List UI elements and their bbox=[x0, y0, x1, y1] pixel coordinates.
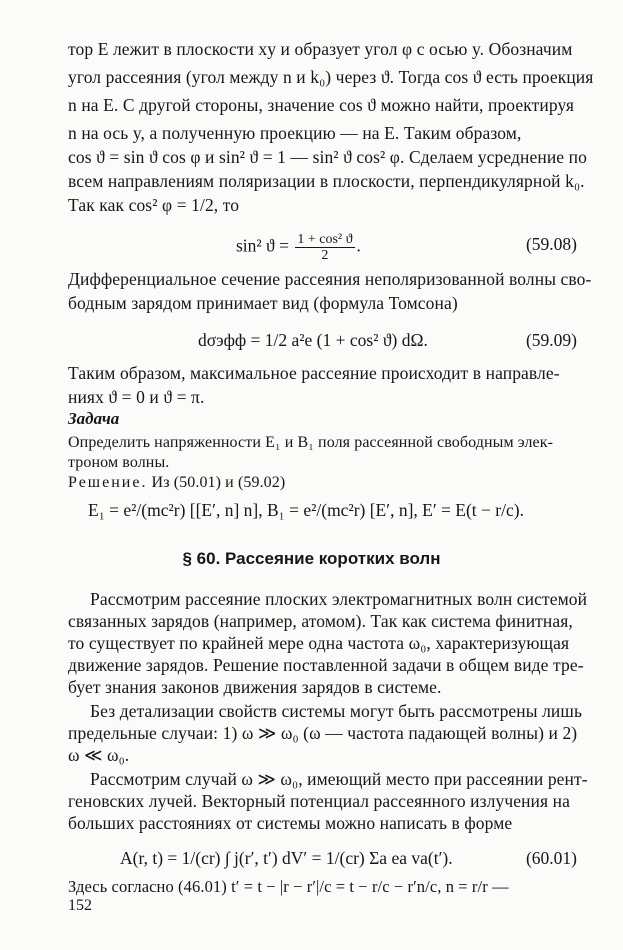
text-line: предельные случаи: 1) ω ≫ ω₀ (ω — частота падающей волны) и 2) bbox=[68, 723, 578, 743]
text-line: ω ≪ ω₀. bbox=[68, 745, 130, 765]
task-formula: E₁ = e²/(mc²r) [[E′, n] n], B₁ = e²/(mc²r) [E′, n], E′ = E(t − r/c). bbox=[88, 500, 524, 520]
formula-denominator: 2 bbox=[321, 248, 329, 263]
solution-line bbox=[68, 472, 285, 494]
section-heading: § 60. Рассеяние коротких волн bbox=[182, 549, 441, 568]
text-line: бодным зарядом принимает вид (формула Томсона) bbox=[68, 293, 458, 313]
text-line: всем направлениям поляризации в плоскости, перпендикулярной k₀. bbox=[68, 171, 585, 191]
formula: A(r, t) = 1/(cr) ∫ j(r′, t′) dV′ = 1/(cr) Σa ea va(t′). bbox=[120, 848, 453, 868]
text-line: тор E лежит в плоскости xy и образует угол φ с осью y. Обозначим bbox=[68, 39, 573, 59]
text-line: больших расстояниях от системы можно написать в форме bbox=[68, 813, 513, 833]
equation-number: (59.08) bbox=[525, 234, 577, 254]
text-line: угол рассеяния (угол между n и k₀) через ϑ. Тогда cos ϑ есть проекция bbox=[68, 67, 594, 87]
formula-lhs: sin² ϑ = bbox=[236, 235, 289, 256]
text-line: n на ось y, а полученную проекцию — на E. Таким образом, bbox=[68, 123, 522, 143]
text-line: бует знания законов движения зарядов в системе. bbox=[68, 677, 442, 697]
text-line: геновских лучей. Векторный потенциал рассеянного излучения на bbox=[68, 791, 570, 811]
text-line: Определить напряженности E₁ и B₁ поля рассеянной свободным элек- bbox=[68, 434, 554, 451]
text-line: Рассмотрим случай ω ≫ ω₀, имеющий место при рассеянии рент- bbox=[90, 769, 588, 789]
text-line: ниях ϑ = 0 и ϑ = π. bbox=[68, 387, 205, 407]
text-line: Таким образом, максимальное рассеяние происходит в направле- bbox=[68, 363, 560, 383]
formula-numerator: 1 + cos² ϑ bbox=[297, 232, 353, 247]
text-line: Так как cos² φ = 1/2, то bbox=[68, 195, 240, 215]
text-line: движение зарядов. Решение поставленной задачи в общем виде тре- bbox=[68, 655, 584, 675]
text-line: n на E. С другой стороны, значение cos ϑ можно найти, проектируя bbox=[68, 95, 575, 115]
equation-number: (59.09) bbox=[525, 330, 577, 350]
solution-label: Решение. bbox=[68, 474, 148, 491]
text-line: Без детализации свойств системы могут быть рассмотрены лишь bbox=[90, 701, 583, 721]
text-line: cos ϑ = sin ϑ cos φ и sin² ϑ = 1 — sin² ϑ cos² φ. Сделаем усреднение по bbox=[68, 147, 587, 167]
page-number: 152 bbox=[68, 897, 92, 914]
text-line: Дифференциальное сечение рассеяния неполяризованной волны сво- bbox=[68, 269, 592, 289]
formula: dσэфф = 1/2 a²e (1 + cos² ϑ) dΩ. bbox=[198, 330, 428, 350]
solution-text: Из (50.01) и (59.02) bbox=[151, 474, 286, 491]
text-line-retarded-time: Здесь согласно (46.01) t′ = t − |r − r′|/c = t − r/c − r′n/c, n = r/r — bbox=[68, 877, 509, 896]
text-line: Рассмотрим рассеяние плоских электромагнитных волн системой bbox=[90, 589, 588, 609]
equation-number: (60.01) bbox=[525, 848, 577, 868]
text-line: то существует по крайней мере одна частота ω₀, характеризующая bbox=[68, 633, 570, 653]
text-line: связанных зарядов (например, атомом). Так как система финитная, bbox=[68, 611, 573, 631]
text-line: троном волны. bbox=[68, 454, 170, 471]
task-title: Задача bbox=[68, 409, 120, 428]
formula: sin² ϑ = $\frac{\text{1 + cos² ϑ}}{2}$ . bbox=[236, 232, 361, 263]
